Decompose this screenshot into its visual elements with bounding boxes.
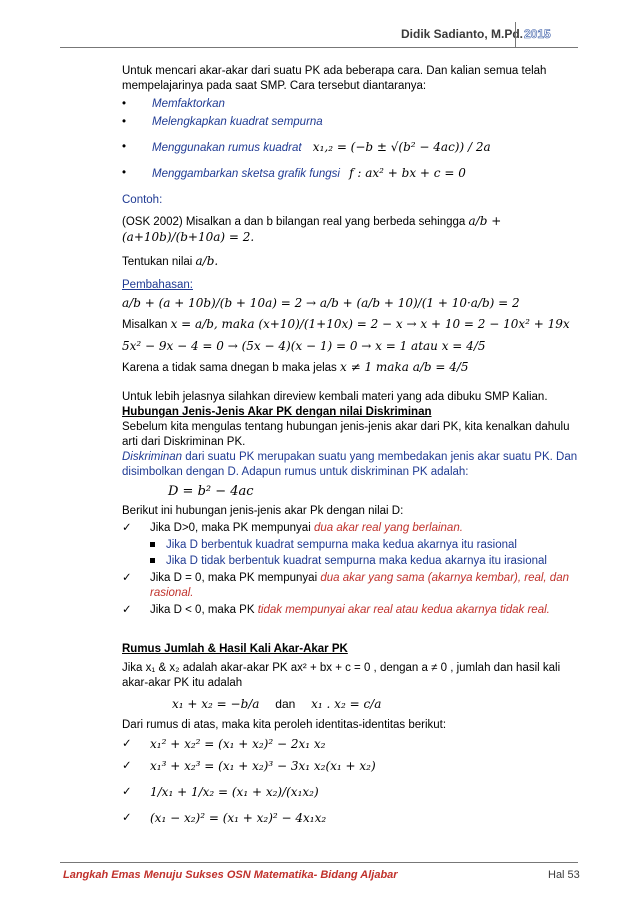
checkmark-icon: ✓ (122, 812, 132, 824)
checkmark-icon: ✓ (122, 760, 132, 772)
identity-item: ✓ 1/x₁ + 1/x₂ = (x₁ + x₂)/(x₁x₂) (122, 785, 319, 799)
pembahasan-line: Misalkan x = a/b, maka (x+10)/(1+10x) = 2 − x → x + 10 = 2 − 10x² + 19x (122, 317, 570, 331)
section-paragraph: Sebelum kita mengulas tentang hubungan jenis-jenis akar dari PK, kita kenalkan dahulu arti dari Diskriminan PK. (122, 421, 570, 448)
header-divider (515, 22, 516, 48)
section-title: Rumus Jumlah & Hasil Kali Akar-Akar PK (122, 643, 348, 655)
page-content (122, 64, 580, 829)
page-number: Hal 53 (548, 869, 580, 881)
header-author: Didik Sadianto, M.Pd. (401, 27, 524, 41)
method-label: Menggambarkan sketsa grafik fungsi (152, 168, 340, 180)
intro-paragraph: Untuk mencari akar-akar dari suatu PK ada beberapa cara. Dan kalian semua telah mempelajarinya pada saat SMP. Cara tersebut diantaranya: (122, 65, 547, 92)
pembahasan-line: Karena a tidak sama dnegan b maka jelas x ≠ 1 maka a/b = 4/5 (122, 360, 469, 374)
contoh-formula: a/b + (a+10b)/(b+10a) = 2. (122, 214, 502, 244)
section-title: Hubungan Jenis-Jenis Akar PK dengan nilai Diskriminan (122, 406, 432, 418)
section-paragraph: Diskriminan dari suatu PK merupakan suatu yang membedakan jenis akar suatu PK. Dan disimbolkan dengan D. Adapun rumus untuk diskriminan PK adalah: (122, 451, 578, 478)
pembahasan-line: 5x² − 9x − 4 = 0 → (5x − 4)(x − 1) = 0 → x = 1 atau x = 4/5 (122, 339, 486, 353)
bullet-icon: • (122, 167, 127, 179)
checkmark-icon: ✓ (122, 738, 132, 750)
check-item: ✓ Jika D>0, maka PK mempunyai dua akar real yang berlainan. (122, 522, 463, 534)
identity-item: ✓ x₁³ + x₂³ = (x₁ + x₂)³ − 3x₁ x₂(x₁ + x₂) (122, 759, 376, 773)
square-bullet-icon (150, 542, 155, 547)
footer-rule (60, 862, 578, 863)
bullet-icon: • (122, 98, 127, 110)
section-paragraph: Berikut ini hubungan jenis-jenis akar Pk dengan nilai D: (122, 505, 404, 517)
check-item: ✓ Jika D = 0, maka PK mempunyai dua akar yang sama (akarnya kembar), real, dan rasional. (122, 572, 569, 599)
checkmark-icon: ✓ (122, 572, 132, 584)
bullet-icon: • (122, 116, 127, 128)
header-rule (60, 47, 578, 48)
method-label: Melengkapkan kuadrat sempurna (152, 116, 323, 128)
contoh-ask: Tentukan nilai a/b. (122, 254, 219, 268)
identity-item: ✓ (x₁ − x₂)² = (x₁ + x₂)² − 4x₁x₂ (122, 811, 327, 825)
function-formula: f : ax² + bx + c = 0 (349, 166, 466, 180)
pembahasan-line: a/b + (a + 10b)/(b + 10a) = 2 → a/b + (a/b + 10)/(1 + 10·a/b) = 2 (122, 296, 520, 310)
method-item (122, 97, 580, 112)
method-item (122, 140, 580, 156)
sub-item: Jika D berbentuk kuadrat sempurna maka kedua akarnya itu rasional (122, 538, 580, 553)
checkmark-icon: ✓ (122, 604, 132, 616)
vieta-formulas: x₁ + x₂ = −b/a dan x₁ . x₂ = c/a (172, 697, 382, 711)
method-label: Menggunakan rumus kuadrat (152, 142, 302, 154)
check-item: ✓ Jika D < 0, maka PK tidak mempunyai akar real atau kedua akarnya tidak real. (122, 604, 550, 616)
discriminant-formula: D = b² − 4ac (168, 484, 254, 499)
sub-item: Jika D tidak berbentuk kuadrat sempurna maka kedua akarnya itu irasional (122, 554, 580, 569)
pembahasan-label: Pembahasan: (122, 279, 193, 291)
section-paragraph: Dari rumus di atas, maka kita peroleh identitas-identitas berikut: (122, 719, 447, 731)
method-label: Memfaktorkan (152, 98, 225, 110)
quadratic-formula: x₁,₂ = (−b ± √(b² − 4ac)) / 2a (312, 140, 491, 154)
section-paragraph: Jika x₁ & x₂ adalah akar-akar PK ax² + bx + c = 0 , dengan a ≠ 0 , jumlah dan hasil kali akar-akar PK itu adalah (122, 662, 561, 689)
checkmark-icon: ✓ (122, 786, 132, 798)
footer-title: Langkah Emas Menuju Sukses OSN Matematika- Bidang Aljabar (63, 869, 398, 881)
contoh-problem: (OSK 2002) Misalkan a dan b bilangan real yang berbeda sehingga a/b + (a+10b)/(b+10a) = 2. (122, 214, 502, 244)
method-item (122, 115, 580, 130)
header-year: 2015 (524, 27, 551, 41)
square-bullet-icon (150, 558, 155, 563)
identity-item: ✓ x₁² + x₂² = (x₁ + x₂)² − 2x₁ x₂ (122, 737, 326, 751)
contoh-label: Contoh: (122, 194, 163, 206)
checkmark-icon: ✓ (122, 522, 132, 534)
method-item (122, 166, 580, 182)
review-text: Untuk lebih jelasnya silahkan direview kembali materi yang ada dibuku SMP Kalian. (122, 391, 548, 403)
bullet-icon: • (122, 141, 127, 153)
